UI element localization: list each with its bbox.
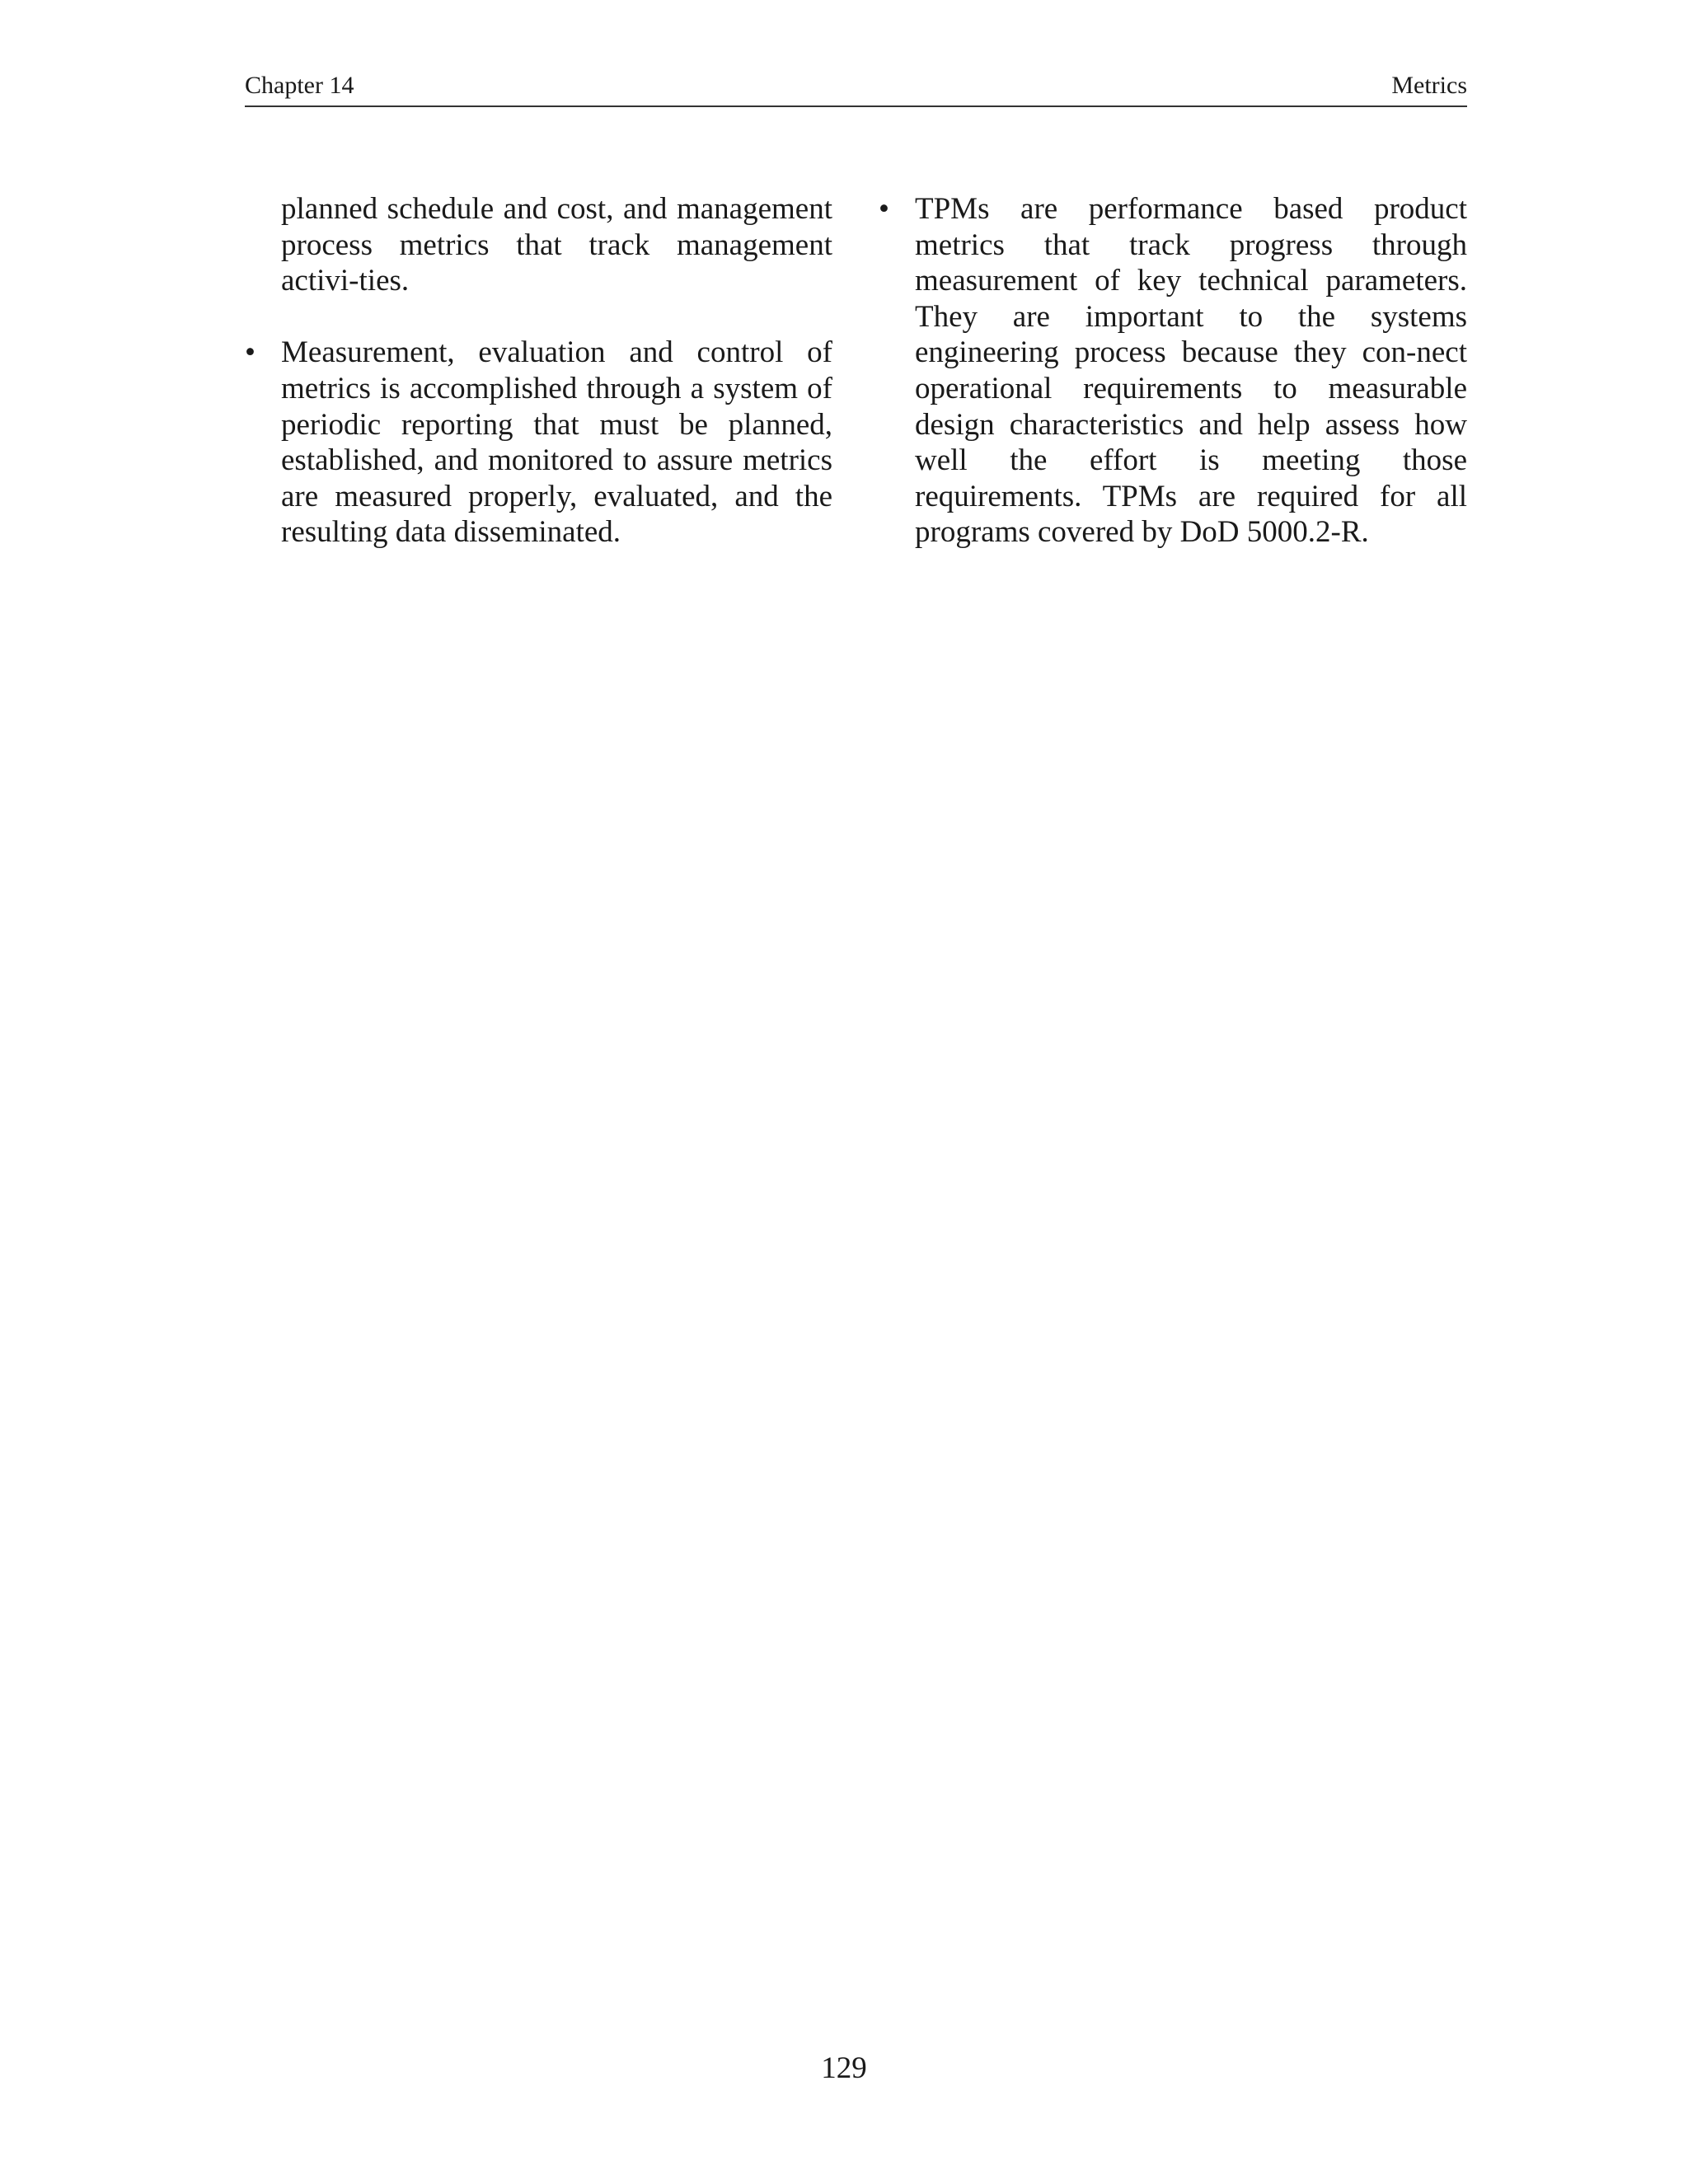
bullet-item-tpms — [879, 191, 1467, 551]
chapter-label: Chapter 14 — [245, 72, 354, 99]
bullet-marker: • — [245, 335, 256, 370]
right-column — [879, 191, 1467, 587]
left-column — [245, 191, 832, 587]
continued-paragraph — [245, 191, 832, 299]
bullet-item-measurement — [245, 335, 832, 551]
section-title: Metrics — [1391, 72, 1467, 99]
continued-paragraph-text: planned schedule and cost, and management process metrics that track management activi-ties. — [281, 192, 832, 298]
bullet-marker: • — [879, 192, 889, 226]
bullet-item-text: TPMs are performance based product metrics that track progress through measurement of key technical parameters. They are important to the systems engineering process because they con-nect operational requirements to measurable design characteristics and help assess how well the effort is meeting those requirements. TPMs are required for all programs covered by DoD 5000.2-R. — [915, 192, 1467, 550]
page-number: 129 — [821, 2051, 867, 2085]
running-header — [245, 69, 1467, 107]
bullet-item-text: Measurement, evaluation and control of metrics is accomplished through a system of periodic reporting that must be planned, established, and monitored to assure metrics are measured properly, evaluated, and the resulting data disseminated. — [281, 335, 832, 550]
